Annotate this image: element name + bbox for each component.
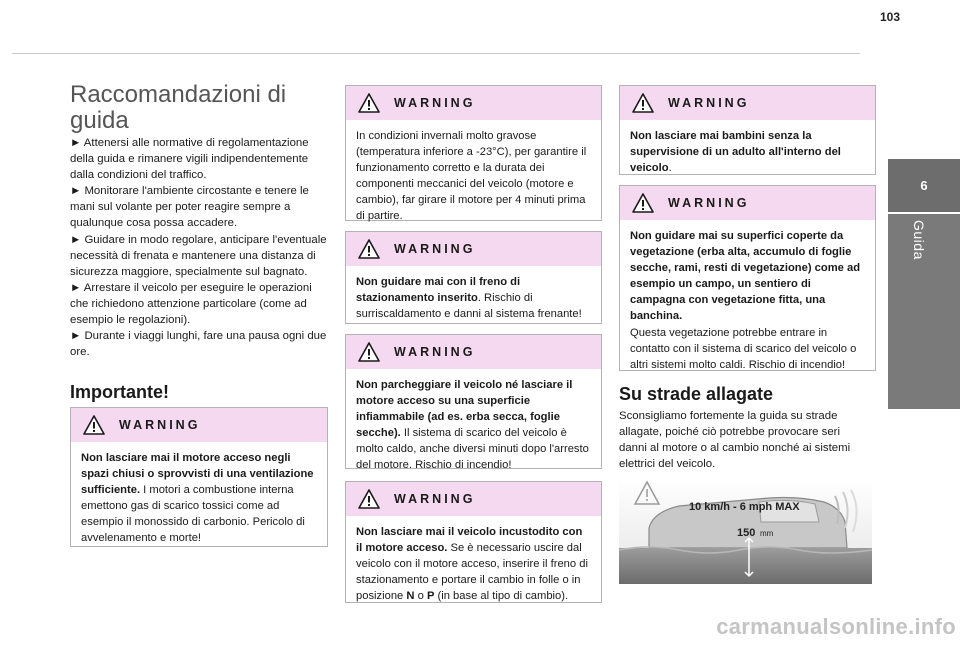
warning-title: WARNING [394,345,476,359]
warning-detail: o [414,590,427,603]
warning-title: WARNING [668,196,750,210]
flooded-roads-text: Sconsigliamo fortemente la guida su strade allagate, poiché ciò potrebbe provocare seri danni al motore o al cambio nonché ai sistemi elettrici del veicolo. [619,410,851,471]
warning-text [71,442,327,555]
warning-header [346,482,601,516]
depth-unit: mm [760,529,774,538]
depth-value: 150 [737,527,756,539]
warning-triangle-icon [632,193,654,213]
warning-box [345,481,602,603]
warning-detail: . Rischio di surriscaldamento e danni al sistema frenante! [356,292,582,321]
warning-detail: Il sistema di scarico del veicolo è molto caldo, anche diversi minuti dopo l'arresto del motore. Rischio di incendio! [356,427,589,472]
warning-triangle-icon [83,415,105,435]
chapter-label: Guida [911,220,927,260]
warning-box [345,334,602,472]
recommendation-item: ► Guidare in modo regolare, anticipare l'eventuale necessità di frenata e mantenere una distanza di sicurezza maggiore, specialmente sul bagnato. [70,233,327,278]
warning-title: WARNING [668,96,750,110]
warning-detail: . [668,162,672,175]
warning-emphasis: Non parcheggiare il veicolo né lasciare il motore acceso su una superficie infiammabile (ad es. erba secca, foglie secche). [356,379,573,440]
warning-header [620,86,875,120]
warning-header [620,186,875,220]
recommendation-item: ► Durante i viaggi lunghi, fare una pausa ogni due ore. [70,330,327,359]
recommendation-item: ► Arrestare il veicolo per eseguire le operazioni che richiedono attenzione particolare (come ad esempio le regolazioni). [70,281,312,327]
warning-box [345,85,602,221]
section-title-recommendations: Raccomandazioni di guida [70,81,287,134]
warning-box [619,185,876,371]
chapter-tab-number[interactable] [888,159,960,212]
warning-triangle-icon [358,342,380,362]
warning-detail: (in base al tipo di cambio). [434,590,569,603]
page-number: 103 [879,10,900,24]
recommendation-item: ► Monitorare l'ambiente circostante e tenere le mani sul volante per poter reagire sempre a qualunque cosa possa accadere. [70,185,309,230]
warning-text [620,120,875,184]
warning-title: WARNING [394,96,476,110]
warning-title: WARNING [394,242,476,256]
gear-park-letter: P [426,590,435,603]
warning-header [71,408,327,442]
warning-triangle-icon [358,239,380,259]
warning-triangle-icon [358,489,380,509]
warning-triangle-icon [632,93,654,113]
header-rule [12,53,860,54]
warning-detail: I motori a combustione interna emettono gas di scarico tossici come ad esempio il monossido di carbonio. Pericolo di avvelenamento e morte! [81,484,305,545]
warning-box [70,407,328,547]
warning-detail: Questa vegetazione potrebbe entrare in contatto con il sistema di scarico del veicolo o altri sistemi molto caldi. Rischio di incendio! [630,326,857,371]
chapter-tab-label[interactable] [888,214,960,409]
warning-text [346,266,601,330]
section-title-flooded-roads: Su strade allagate [619,384,774,404]
warning-text [346,369,601,482]
gear-neutral-letter: N [406,590,415,603]
warning-emphasis: Non guidare mai su superfici coperte da vegetazione (erba alta, accumulo di foglie secche, rami, resti di vegetazione) come ad esempio un campo, un sentiero di campagna con vegetazione fitta, una banchina. [630,230,861,323]
warning-triangle-icon [358,93,380,113]
warning-emphasis: Non lasciare mai il veicolo incustodito con il motore acceso. [356,526,583,555]
recommendation-item: ► Attenersi alle normative di regolamentazione della guida e rimanere vigili indipendentemente dalla condizioni del traffico. [70,137,309,182]
warning-box [619,85,876,175]
warning-title: WARNING [394,492,476,506]
warning-emphasis: Non lasciare mai il motore acceso negli spazi chiusi o sprovvisti di una ventilazione sufficiente. [81,452,314,497]
warning-detail: Se è necessario uscire dal veicolo con il motore acceso, inserire il freno di stazionamento e portare il cambio in folle o in posizione [356,542,588,603]
warning-text [346,516,601,612]
warning-box [345,231,602,324]
warning-header [346,86,601,120]
section-title-important: Importante! [70,382,169,402]
warning-header [346,232,601,266]
warning-title: WARNING [119,418,201,432]
recommendations-text [70,135,332,360]
warning-emphasis: Non guidare mai con il freno di stazionamento inserito [356,276,521,305]
warning-emphasis: Non lasciare mai bambini senza la supervisione di un adulto all'interno del veicolo [630,130,841,175]
chapter-number: 6 [920,178,928,193]
watermark: carmanualsonline.info [716,614,956,639]
flooded-road-illustration [619,478,872,584]
warning-text [620,220,875,381]
speed-limit-label: 10 km/h - 6 mph MAX [689,501,800,513]
warning-header [346,335,601,369]
warning-text: In condizioni invernali molto gravose (temperatura inferiore a -23°C), per garantire il funzionamento corretto e la durata dei componenti meccanici del veicolo (motore e cambio), far girare il motore per 4 minuti prima di partire. [356,130,587,223]
